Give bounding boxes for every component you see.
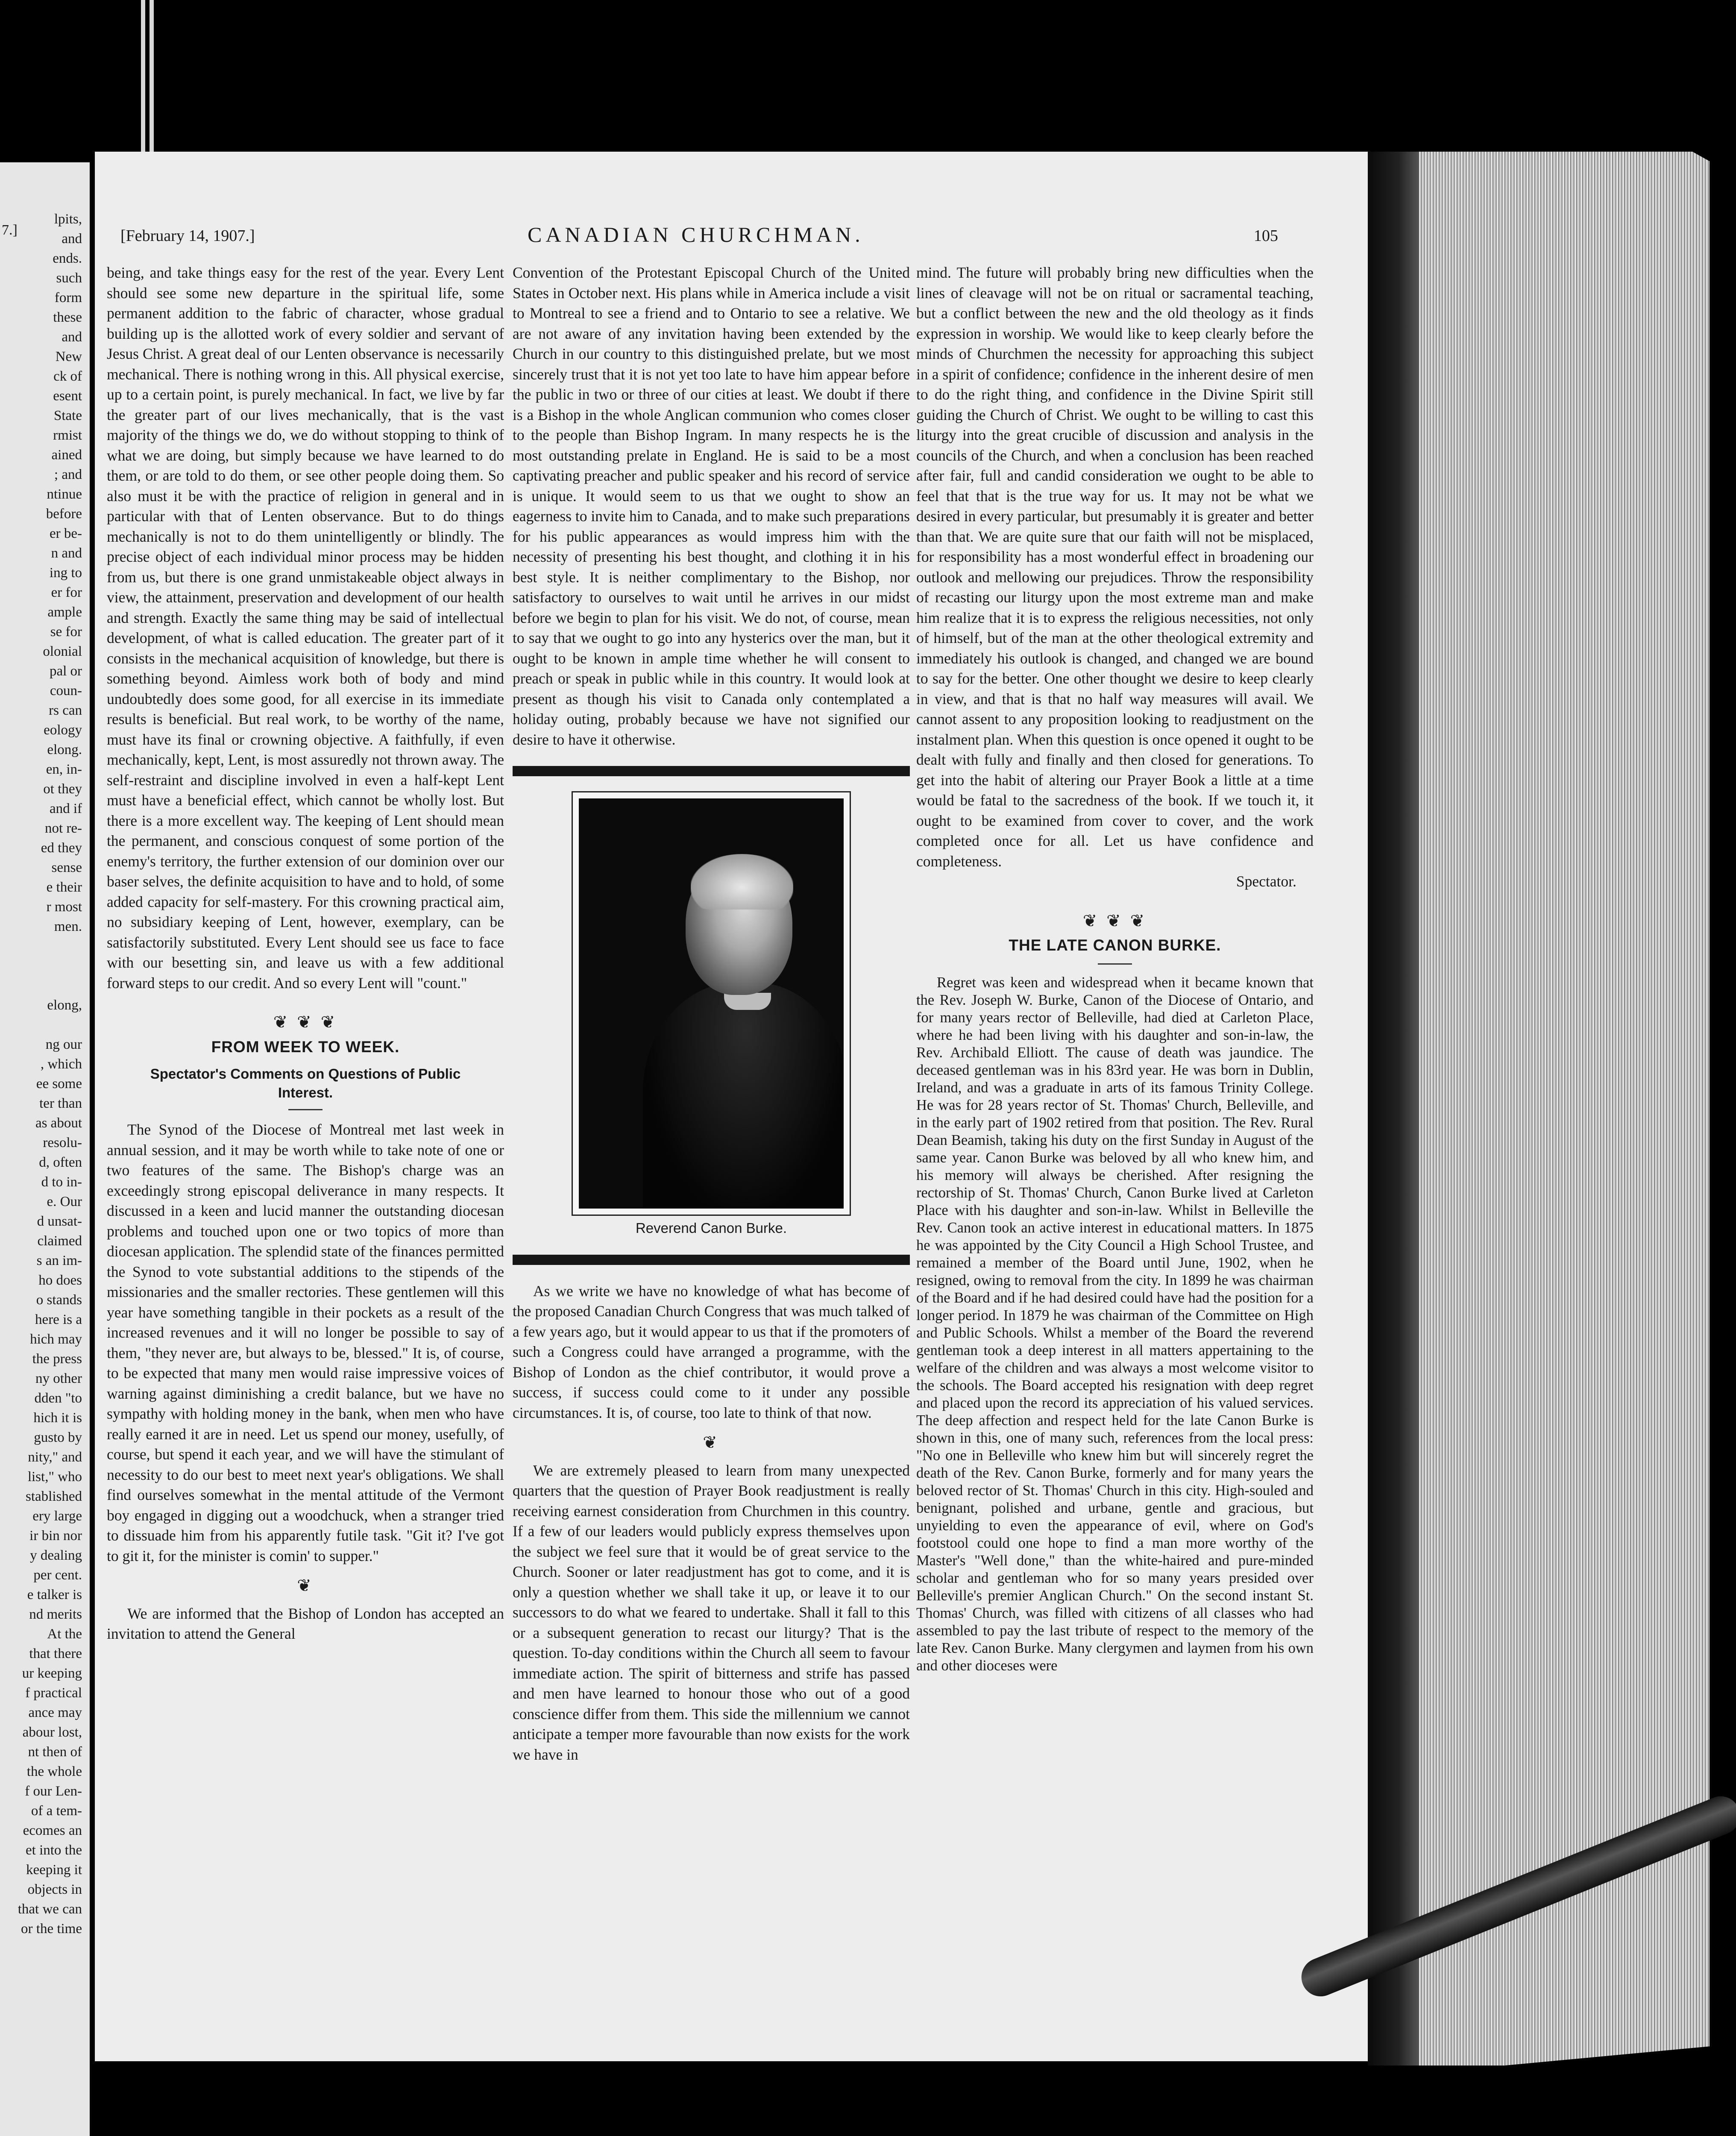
previous-page-text [1,209,82,1939]
previous-page-line: gusto by [34,1430,82,1445]
burke-article [916,974,1314,1675]
previous-page-line: rmist [53,428,82,443]
signoff: Spectator. [1236,873,1296,890]
previous-page-line: State [54,408,82,423]
previous-page-line: ir bin nor [29,1528,82,1543]
paragraph-ornament: ❦ [297,1576,314,1595]
previous-page-line: elong. [47,742,82,757]
previous-page-line: , which [40,1056,82,1072]
portrait-coat [643,982,848,1215]
previous-page-line: ee some [36,1076,82,1091]
previous-page-line: ny other [35,1371,82,1386]
column-3 [916,263,1314,1675]
previous-page-line: hich it is [33,1410,82,1426]
film-edge-line [141,0,145,158]
divider [288,1109,323,1110]
previous-page-line: At the [47,1626,82,1642]
burke-paragraph: Regret was keen and widespread when it became known that the Rev. Joseph W. Burke, Canon of the Diocese of Ontario, and for many years rector of Belleville, had died at Carleton Place, where he had been living with his daughter and son-in-law, the Rev. Archibald Elliott. The cause of death was jaundice. The deceased gentleman was in his 83rd year. He was born in Dublin, Ireland, and was a graduate in arts of its famous Trinity College. He was for 28 years rector of St. Thomas' Church, Belleville, and in the early part of 1902 retired from that position. The Rev. Rural Dean Beamish, taking his duty on the first Sunday in August of the same year. Canon Burke was beloved by all who knew him, and his memory will always be cherished. After resigning the rectorship of St. Thomas' Church, Canon Burke lived at Carleton Place with his daughter and son-in-law. Whilst in Belleville the Rev. Canon took an active interest in educational matters. In 1875 he was appointed by the City Council a High School Trustee, and remained a member of the Board until June, 1902, when he resigned, owing to removal from the city. In 1899 he was chairman of the Board and if he had desired could have had the position for a longer period. In 1879 he was chairman of the Committee on High and Public Schools. Whilst a member of the Board the reverend gentleman took a deep interest in all matters appertaining to the welfare of the children and was always a most welcome visitor to the schools. The Board accepted his resignation with deep regret and placed upon the record its appreciation of his valued services. The deep affection and respect held for the late Canon Burke is shown in this, one of many such, references from the local press: "No one in Belleville who knew him but will sincerely regret the death of the Rev. Canon Burke, formerly and for many years the beloved rector of St. Thomas' Church in this city. High-souled and benignant, polished and urbane, gentle and gracious, but unyielding to even the appearance of evil, where on God's footstool could one hope to find a man more worthy of the Master's "Well done," than the white-haired and pure-minded scholar and gentleman who for so many years presided over Belleville's premier Anglican Church." On the second instant St. Thomas' Church, was filled with citizens of all classes who had assembled to pay the last tribute of respect to the memory of the late Rev. Canon Burke. Many clergymen and laymen from his own and other dioceses were [916,974,1314,1674]
previous-page-line: ng our [45,1037,82,1052]
previous-page-line: coun- [50,683,82,698]
previous-page-line: e talker is [27,1587,82,1602]
previous-page-line: e. Our [47,1194,82,1209]
previous-page-line [1,936,82,956]
previous-page-line: dden "to [34,1391,82,1406]
previous-page-line: n and [51,546,82,561]
previous-page-line: ery large [32,1508,82,1524]
previous-page-line: d, often [39,1155,82,1170]
previous-page-line: ; and [54,467,82,482]
book-page-edges [1368,152,1710,2066]
congress-paragraph: As we write we have no knowledge of what has become of the proposed Canadian Church Congress that was much talked of a few years ago, but it would appear to us that if the promoters of such a Congress could have arranged a programme, with the Bishop of London as the chief contributor, it would prove a success, if success could come to it under any possible circumstances. It is, of course, too late to think of that now. [513,1282,910,1421]
previous-page-line: as about [35,1115,82,1131]
previous-page-line: the whole [26,1764,82,1779]
prayerbook-paragraph: We are extremely pleased to learn from many unexpected quarters that the question of Prayer Book readjustment is really receiving earnest consideration from Churchmen in this country. If a few of our leaders would publicly express themselves upon the subject we feel sure that it would be of great service to the Church. Sooner or later readjustment has got to come, and it is only a question whether we shall take it up, or leave it to our successors to do what we feared to undertake. Shall it fall to this or a subsequent generation to recast our liturgy? That is the question. To-day conditions within the Church all seem to favour immediate action. The spirit of bitterness and strife has passed and men have learned to honour those who out of a good conscience differ from them. This side the millennium we cannot anticipate a temper more favourable than now exists for the work we have in [513,1461,910,1763]
previous-page-line: New [55,349,82,364]
previous-page-line: sense [51,860,82,875]
page-number: 105 [1254,227,1278,245]
previous-page-line: list," who [27,1469,82,1485]
portrait-hair [691,854,793,910]
thick-divider [513,1255,910,1265]
previous-page-line: er for [51,585,82,600]
previous-page-line [1,1015,82,1035]
previous-page-line: before [46,506,82,522]
previous-page-line: en, in- [46,762,82,777]
previous-page-line: ed they [41,840,82,856]
previous-page-line: hich may [30,1332,82,1347]
previous-page-line: ur keeping [22,1666,82,1681]
previous-page-line: d unsat- [37,1214,82,1229]
previous-page-line: ho does [38,1273,82,1288]
previous-page-line: nd merits [29,1607,82,1622]
paragraph-ornament: ❦ [703,1433,720,1452]
previous-page-line [1,956,82,976]
previous-page-line: e their [46,880,82,895]
mind-paragraph: mind. The future will probably bring new difficulties when the lines of cleavage will not be on ritual or sacramental teaching, but a conflict between the new and the old theology as it finds expression in worship. We would like to keep clearly before the minds of Churchmen the necessity for approaching this subject in a spirit of confidence; confidence in the inherent desire of men to do the right thing, and confidence in the Divine Spirit still guiding the Church of Christ. We ought to be willing to cast this liturgy into the great crucible of discussion and analysis in the councils of the Church, and when a conclusion has been reached after fair, full and candid consideration we ought to be able to feel that that is the true way for us. It may not be what we desired in every particular, but presumably it is greater and better than that. We are quite sure that our faith will not be misplaced, for responsibility has a most wonderful effect in broadening our outlook and mellowing our prejudices. Throw the responsibility of recasting our liturgy upon the most extreme man and make him realize that it is to express the religious necessities, not only of himself, but of the man at the other theological extremity and immediately his outlook is changed, and changed we are bound to say for the better. One other thought we desire to keep clearly in view, and that is that no half way measures will avail. We cannot assent to any proposition looking to readjustment on the instalment plan. When this question is once opened it ought to be dealt with fully and finally and then closed for generations. To get into the habit of altering our Prayer Book a little at a time would be fatal to the sacredness of the book. If we touch it, it ought to be examined from cover to cover, and the work completed once for all. Let us have confidence and completeness. [916,264,1314,870]
previous-page-line: nity," and [28,1449,82,1465]
previous-page-line: ter than [39,1096,82,1111]
previous-page-line: per cent. [33,1567,82,1583]
previous-page-line: such [56,270,82,286]
column-2 [513,263,910,1765]
previous-page-line: ot they [43,781,82,797]
bishop-paragraph: We are informed that the Bishop of London has accepted an invitation to attend the General [107,1605,504,1642]
previous-page-line: objects in [27,1882,82,1897]
section-ornament: ❦ ❦ ❦ [1082,911,1147,930]
convention-paragraph: Convention of the Protestant Episcopal Church of the United States in October next. His plans while in America include a visit to Montreal to see a friend and to Ontario to see a relative. We are not aware of any invitation having been extended by the Church in our country to this distinguished prelate, but we most sincerely trust that it is not yet too late to have him appear before the public in two or three of our cities at least. We doubt if there is a Bishop in the whole Anglican communion who comes closer to the people than Bishop Ingram. In many respects he is the most outstanding prelate in England. He is said to be a most captivating preacher and public speaker and his record of service is unique. It would seem to us that we ought to show an eagerness to invite him to Canada, and to make such preparations for his public appearances as would impress him with the necessity of presenting his best thought, and clothing it in his best style. It is neither complimentary to the Bishop, nor satisfactory to ourselves to wait until he arrives in our midst before we begin to plan for his visit. We do not, of course, mean to say that we ought to go into any hysterics over the man, but it ought to be known in ample time whether he will consent to preach or speak in public while in this country. It would look at present as though his visit to Canada only contemplated a holiday outing, probably because we have not signified our desire to have it otherwise. [513,264,910,748]
divider [1098,963,1132,965]
lent-paragraph: being, and take things easy for the rest of the year. Every Lent should see some new departure in the spiritual life, some permanent addition to the fabric of character, whose gradual building up is the allotted work of every soldier and servant of Jesus Christ. A great deal of our Lenten observance is necessarily mechanical. There is nothing wrong in this. All physical exercise, up to a certain point, is purely mechanical. In fact, we live by far the greater part of our lives mechanically, that is the vast majority of the things we do, we do without stopping to think of what we are doing, but simply because we have learned to do them, or are told to do them, or see other people doing them. So also must it be with the practice of religion in general and in particular with that of Lenten observance. But to do things mechanically is not to do them unintelligently or blindly. The precise object of each individual minor process may be hidden from us, but there is one grand unmistakeable object always in view, the attainment, preservation and development of our health and strength. Exactly the same thing may be said of intellectual development, of what is called education. The greater part of it consists in the mechanical acquisition of knowledge, but there is something beyond. Aimless work both of body and mind undoubtedly does some good, for all exercise in its immediate results is beneficial. But real work, to be worthy of the name, must have its final or crowning objective. A faithfully, if even mechanically, kept, Lent, is most assuredly not thrown away. The self-restraint and discipline involved in even a half-kept Lent must have a beneficial effect, which cannot be wholly lost. But there is a more excellent way. The keeping of Lent should mean the permanent, and conscious conquest of some portion of the enemy's territory, the further extension of our dominion over our baser selves, the definite acquisition to have and to hold, of some added capacity for self-mastery. For this crowning practical aim, no subsidiary keeping of Lent, however, exemplary, can be satisfactorily substituted. Every Lent should see us face to face with our besetting sin, and leave us with a few additional forward steps to our credit. And so every Lent will "count." [107,264,504,992]
previous-page-line: resolu- [43,1135,82,1150]
previous-page-line: ained [51,447,82,463]
section-ornament: ❦ ❦ ❦ [273,1012,338,1032]
previous-page-line: o stands [36,1292,82,1308]
previous-page-line: y dealing [30,1548,82,1563]
previous-page-line: r most [46,899,82,915]
film-edge-line [150,0,154,158]
previous-page-line: ecomes an [23,1823,82,1838]
previous-page-line: s an im- [36,1253,82,1268]
previous-page-line: esent [53,388,82,404]
previous-page-strip [0,162,90,2136]
previous-page-line: and [62,329,82,345]
portrait-photo [573,792,850,1215]
previous-page-line: ance may [28,1705,82,1720]
previous-page-line: pal or [49,663,82,679]
issue-date: [February 14, 1907.] [120,227,255,245]
previous-page-line: se for [50,624,82,640]
previous-page-line: rs can [49,703,82,718]
previous-page-line: olonial [43,644,82,659]
previous-page-line: ntinue [47,487,82,502]
previous-page-line: ample [47,604,82,620]
previous-page-line: and if [49,801,82,816]
previous-page-line: that there [29,1646,82,1661]
previous-page-line: d to in- [41,1174,82,1190]
previous-page-line: keeping it [26,1862,82,1878]
previous-page-line: and [62,231,82,246]
previous-page-line: the press [32,1351,82,1367]
synod-paragraph: The Synod of the Diocese of Montreal met last week in annual session, and it may be worth while to take note of one or two features of the same. The Bishop's charge was an exceedingly strong episcopal deliverance in many respects. It discussed in a keen and lucid manner the outstanding diocesan problems and touched upon one or two topics of more than diocesan application. The splendid state of the finances permitted the Synod to vote substantial additions to the stipends of the missionaries and the smaller rectories. These gentlemen will this year have something tangible in their pockets as a result of the increased revenues and it will no longer be possible to say of them, "they never are, but always to be, blessed." It is, of course, to be expected that many men would raise impressive voices of warning against diminishing a credit balance, but we have no sympathy with holding money in the bank, when men who have really earned it are in need. Let us spend our money, usefully, of course, but spend it each year, and we will have the stimulant of necessity to do our best to meet next year's obligations. We shall find ourselves somewhat in the mental attitude of the Vermont boy engaged in digging out a woodchuck, when a stranger tried to dissuade him from his apparently futile task. "Git it? I've got to git it, for the minister is comin' to supper." [107,1121,504,1564]
previous-page-line: lpits, [54,211,82,227]
previous-page-line [1,976,82,995]
thick-divider [513,766,910,776]
previous-page-line: these [53,310,82,325]
previous-page-line: er be- [49,526,82,541]
previous-page-line: form [54,290,82,305]
previous-page-fragment: 7.] [2,222,18,238]
previous-page-line: claimed [37,1233,82,1249]
previous-page-line: ck of [53,369,82,384]
previous-page-line: of a tem- [31,1803,82,1819]
previous-page-line: or the time [21,1921,82,1936]
previous-page-line: here is a [35,1312,82,1327]
page-gutter-shadow [1368,152,1419,2066]
previous-page-line: nt then of [28,1744,82,1760]
previous-page-line: that we can [18,1901,82,1917]
previous-page-line: stablished [26,1489,82,1504]
section-heading-burke: THE LATE CANON BURKE. [1009,936,1221,954]
section-heading-week: FROM WEEK TO WEEK. [211,1038,400,1056]
previous-page-line: not re- [44,821,82,836]
previous-page-line: elong, [47,998,82,1013]
section-subheading: Spectator's Comments on Questions of Public Interest. [150,1066,461,1100]
masthead: CANADIAN CHURCHMAN. [528,223,864,246]
previous-page-line: et into the [26,1843,82,1858]
previous-page-line: abour lost, [22,1725,82,1740]
portrait-collar [724,993,771,1010]
previous-page-line: f our Len- [25,1784,82,1799]
column-1 [107,263,504,1644]
previous-page-line: eology [44,722,82,738]
portrait-caption: Reverend Canon Burke. [635,1220,787,1236]
previous-page-line: ing to [49,565,82,581]
previous-page-line: ends. [53,251,82,266]
previous-page-line: men. [54,919,82,934]
previous-page-line: f practical [25,1685,82,1701]
